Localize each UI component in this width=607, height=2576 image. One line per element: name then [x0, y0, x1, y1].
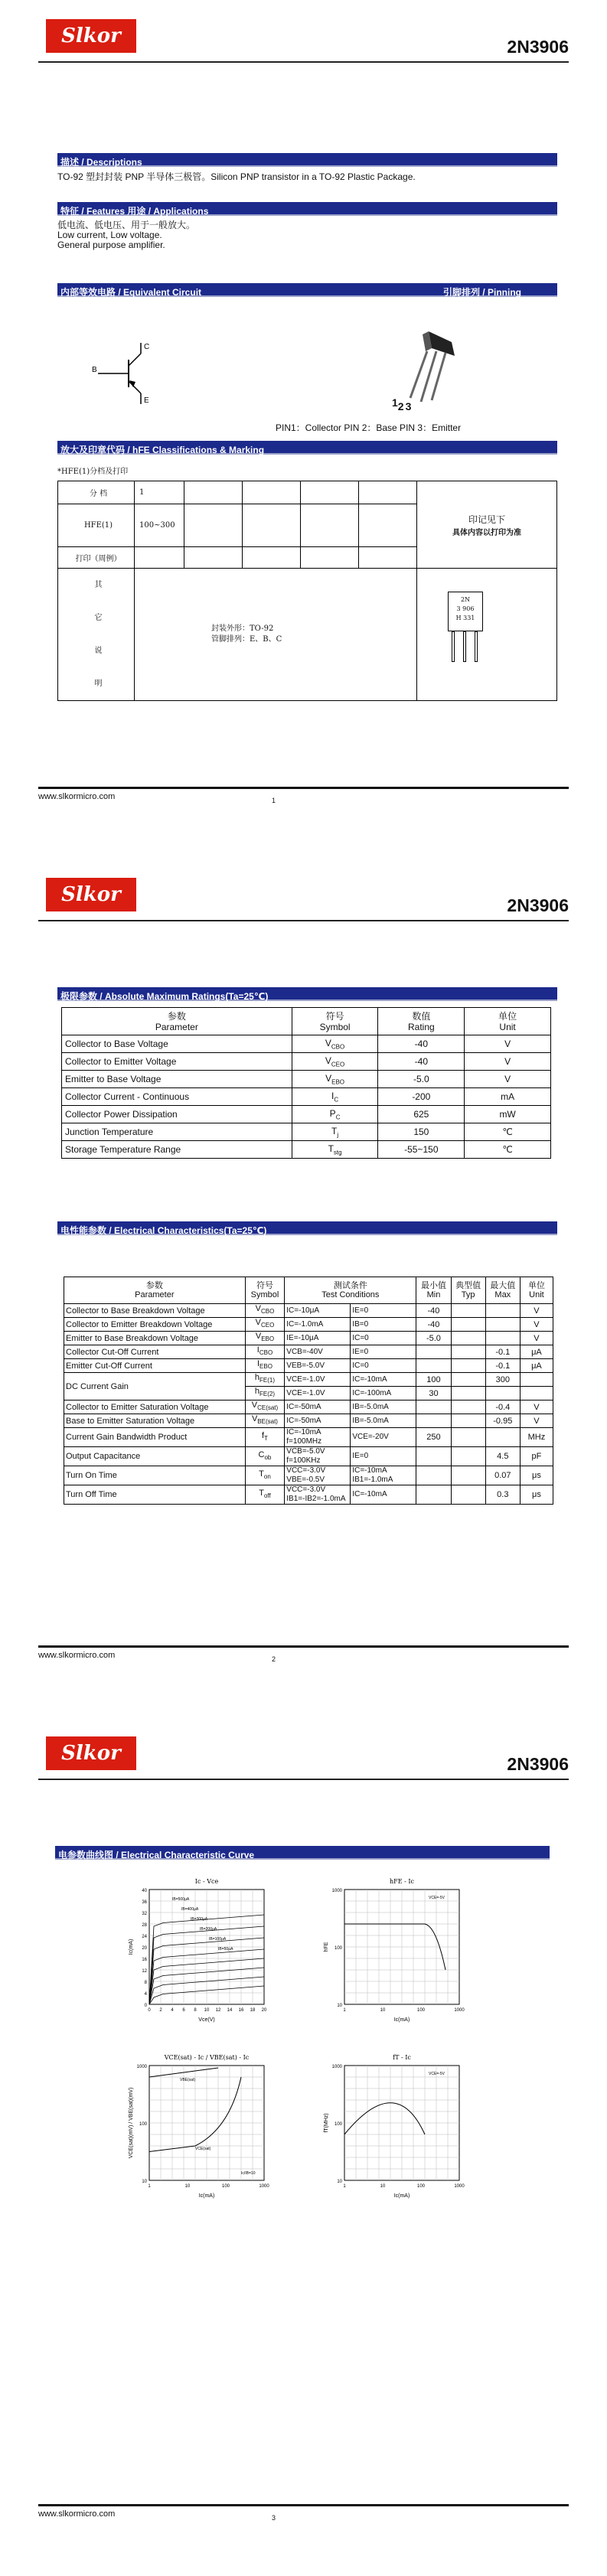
min-cell: [416, 1414, 451, 1428]
symbol-cell: $V_{CE(sat)}$: [245, 1400, 285, 1414]
typ-cell: [451, 1400, 485, 1414]
table-row: [64, 1332, 553, 1345]
page-2: [0, 859, 607, 1717]
legend-entry: VCE=-5V: [429, 2072, 445, 2076]
pinning-title: 引脚排列 / Pinning: [443, 287, 521, 298]
unit-cell: μs: [520, 1466, 553, 1485]
unit-cell: [520, 1373, 553, 1387]
page-header: [38, 874, 569, 921]
x-tick-label: 10: [380, 2008, 386, 2013]
x-axis-label: Ic(mA): [198, 2193, 215, 2199]
typ-cell: [451, 1318, 485, 1332]
param-cell: Collector to Base Voltage: [62, 1035, 292, 1053]
max-cell: [485, 1387, 520, 1400]
typ-cell: [451, 1387, 485, 1400]
unit-cell: μA: [520, 1345, 553, 1359]
unit-cell: V: [465, 1053, 551, 1071]
page-number: 3: [272, 2514, 276, 2522]
condition-cell: IB=-5.0mA: [351, 1400, 416, 1414]
section-features: 特征 / Features 用途 / Applications: [57, 202, 557, 216]
param-cell: Collector Current - Continuous: [62, 1088, 292, 1106]
page-footer: [38, 1645, 569, 1684]
condition-cell: IE=0: [351, 1447, 416, 1466]
symbol-cell: $T_{on}$: [245, 1466, 285, 1485]
symbol-cell: $h_{FE(1)}$: [245, 1373, 285, 1387]
unit-cell: V: [520, 1400, 553, 1414]
max-cell: 0.3: [485, 1485, 520, 1505]
table-row: [64, 1400, 553, 1414]
condition-cell: IE=0: [351, 1304, 416, 1318]
param-cell: Emitter Cut-Off Current: [64, 1359, 246, 1373]
param-cell: Current Gain Bandwidth Product: [64, 1428, 246, 1447]
features-text: 低电流、低电压、用于一般放大。 Low current, Low voltage. General purpose amplifier.: [57, 220, 196, 250]
y-tick-label: 1000: [331, 1889, 342, 1893]
typ-cell: [451, 1345, 485, 1359]
chart-title: Ic - Vce: [194, 1878, 219, 1885]
svg-text:E: E: [144, 396, 149, 405]
page-header: [38, 15, 569, 63]
table-row: [62, 1123, 551, 1141]
marking-note: 印记见下: [468, 514, 505, 525]
table-row: [64, 1485, 553, 1505]
table-row: [64, 1447, 553, 1466]
x-tick-label: 1000: [454, 2184, 465, 2189]
x-axis-label: Ic(mA): [393, 2017, 410, 2023]
max-cell: -0.1: [485, 1359, 520, 1373]
max-cell: [485, 1332, 520, 1345]
legend-entry: Ic/IB=10: [241, 2171, 256, 2176]
min-cell: [416, 1359, 451, 1373]
min-cell: 100: [416, 1373, 451, 1387]
param-cell: Collector to Emitter Saturation Voltage: [64, 1400, 246, 1414]
condition-cell: IC=-10μA: [285, 1304, 351, 1318]
y-tick-label: 10: [142, 2180, 147, 2184]
condition-cell: VCE=-1.0V: [285, 1373, 351, 1387]
x-tick-label: 1000: [454, 2008, 465, 2013]
y-tick-label: 32: [142, 1912, 147, 1916]
param-cell: Emitter to Base Breakdown Voltage: [64, 1332, 246, 1345]
table-row: [62, 1053, 551, 1071]
max-cell: -0.4: [485, 1400, 520, 1414]
section-classification: 放大及印章代码 / hFE Classifications & Marking: [57, 441, 557, 455]
symbol-cell: $V_{BE(sat)}$: [245, 1414, 285, 1428]
curve-chart-1: [126, 1874, 295, 2027]
unit-cell: ℃: [465, 1123, 551, 1141]
elec-header-cell: 最大值 Max: [485, 1277, 520, 1304]
x-tick-label: 10: [204, 2008, 210, 2013]
typ-cell: [451, 1447, 485, 1466]
table-row: [64, 1373, 553, 1387]
symbol-cell: $T_{stg}$: [292, 1141, 378, 1159]
typ-cell: [451, 1466, 485, 1485]
table-row: [64, 1466, 553, 1485]
unit-cell: MHz: [520, 1428, 553, 1447]
package-line: 封装外形：TO-92: [211, 624, 274, 633]
legend-entry: IB=200μA: [200, 1927, 217, 1932]
table-row: [62, 1088, 551, 1106]
curve-svg: [126, 1874, 295, 2027]
param-cell: Junction Temperature: [62, 1123, 292, 1141]
brand-logo: Slkor: [46, 19, 136, 53]
y-tick-label: 1000: [331, 2065, 342, 2069]
condition-cell: VCB=-5.0V f=100KHz: [285, 1447, 351, 1466]
unit-cell: V: [520, 1414, 553, 1428]
table-row: [64, 1428, 553, 1447]
table-row: [64, 1318, 553, 1332]
condition-cell: IC=0: [351, 1332, 416, 1345]
legend-entry: VCE=-5V: [429, 1896, 445, 1900]
min-cell: [416, 1345, 451, 1359]
typ-cell: [451, 1414, 485, 1428]
unit-cell: μs: [520, 1485, 553, 1505]
x-tick-label: 4: [171, 2008, 174, 2013]
condition-cell: IE=0: [351, 1345, 416, 1359]
condition-cell: VCE=-1.0V: [285, 1387, 351, 1400]
param-cell: Collector to Emitter Breakdown Voltage: [64, 1318, 246, 1332]
x-tick-label: 1: [343, 2184, 346, 2189]
footer-url[interactable]: www.slkormicro.com: [38, 792, 116, 801]
chart-title: hFE - Ic: [390, 1878, 414, 1885]
section-curves: 电参数曲线图 / Electrical Characteristic Curve: [55, 1846, 550, 1860]
y-tick-label: 4: [144, 1992, 147, 1997]
min-cell: [416, 1466, 451, 1485]
legend-entry: VBE(sat): [180, 2078, 196, 2082]
table-row: [62, 1071, 551, 1088]
min-cell: -5.0: [416, 1332, 451, 1345]
max-cell: 4.5: [485, 1447, 520, 1466]
symbol-cell: $V_{EBO}$: [292, 1071, 378, 1088]
y-axis-label: fT(MHz): [324, 2113, 329, 2133]
unit-cell: mW: [465, 1106, 551, 1123]
symbol-cell: $I_C$: [292, 1088, 378, 1106]
min-cell: -40: [416, 1304, 451, 1318]
legend-entry: VCE(sat): [195, 2147, 211, 2151]
classification-note: *HFE(1)分档及打印: [57, 468, 129, 476]
footer-url[interactable]: www.slkormicro.com: [38, 1651, 116, 1660]
chart-title: fT - Ic: [393, 2054, 411, 2061]
rating-cell: -200: [378, 1088, 465, 1106]
to92-package-drawing: [398, 325, 475, 409]
curve-chart-2: [321, 1874, 490, 2027]
page-1: [0, 0, 607, 859]
unit-cell: pF: [520, 1447, 553, 1466]
condition-cell: VCC=-3.0V VBE=-0.5V: [285, 1466, 351, 1485]
param-cell: Storage Temperature Range: [62, 1141, 292, 1159]
unit-cell: V: [520, 1318, 553, 1332]
rating-cell: 150: [378, 1123, 465, 1141]
rating-cell: -55~150: [378, 1141, 465, 1159]
x-tick-label: 2: [159, 2008, 162, 2013]
condition-cell: IC=-10mA: [351, 1485, 416, 1505]
equivalent-circuit-diagram: [92, 337, 153, 406]
pinout-text: PIN1：Collector PIN 2：Base PIN 3：Emitter: [276, 422, 462, 433]
table-row: [64, 1414, 553, 1428]
condition-cell: IB=-5.0mA: [351, 1414, 416, 1428]
min-cell: [416, 1485, 451, 1505]
y-tick-label: 40: [142, 1889, 147, 1893]
y-tick-label: 12: [142, 1969, 147, 1974]
table-row: [64, 1359, 553, 1373]
condition-cell: IC=-1.0mA: [285, 1318, 351, 1332]
min-cell: 30: [416, 1387, 451, 1400]
elec-header-row: [64, 1277, 553, 1304]
condition-cell: IC=-10mA f=100MHz: [285, 1428, 351, 1447]
page-footer: [38, 787, 569, 825]
typ-cell: [451, 1359, 485, 1373]
symbol-cell: $V_{CBO}$: [292, 1035, 378, 1053]
page-number: 1: [272, 797, 276, 804]
legend-entry: IB=50μA: [218, 1947, 233, 1952]
page-number: 2: [272, 1655, 276, 1663]
abs-header-cell: 符号 Symbol: [292, 1008, 378, 1035]
symbol-cell: $V_{CBO}$: [245, 1304, 285, 1318]
brand-logo: Slkor: [46, 1736, 136, 1770]
min-cell: [416, 1400, 451, 1414]
x-tick-label: 10: [184, 2184, 191, 2189]
condition-cell: IC=-50mA: [285, 1400, 351, 1414]
curve-svg: [321, 1874, 490, 2027]
condition-cell: VCE=-20V: [351, 1428, 416, 1447]
table-row: [64, 1304, 553, 1318]
typ-cell: [451, 1428, 485, 1447]
section-abs-max: 极限参数 / Absolute Maximum Ratings(Ta=25℃): [57, 987, 557, 1001]
unit-cell: [520, 1387, 553, 1400]
max-cell: -0.1: [485, 1345, 520, 1359]
part-number: 2N3906: [507, 895, 569, 915]
symbol-cell: $h_{FE(2)}$: [245, 1387, 285, 1400]
y-tick-label: 10: [337, 2004, 342, 2008]
x-tick-label: 100: [416, 2184, 426, 2189]
elec-header-cell: 单位 Unit: [520, 1277, 553, 1304]
condition-cell: IC=-100mA: [351, 1387, 416, 1400]
symbol-cell: $V_{CEO}$: [292, 1053, 378, 1071]
condition-cell: IC=-10mA IB1=-1.0mA: [351, 1466, 416, 1485]
y-tick-label: 8: [144, 1981, 147, 1985]
y-axis-label: Ic(mA): [129, 1939, 134, 1955]
unit-cell: mA: [465, 1088, 551, 1106]
y-tick-label: 0: [144, 2004, 147, 2008]
y-tick-label: 100: [334, 2122, 342, 2127]
legend-entry: IB=400μA: [181, 1907, 199, 1912]
max-cell: 300: [485, 1373, 520, 1387]
param-cell: Collector Power Dissipation: [62, 1106, 292, 1123]
x-tick-label: 0: [148, 2008, 151, 2013]
y-tick-label: 16: [142, 1958, 147, 1962]
param-cell: Output Capacitance: [64, 1447, 246, 1466]
y-tick-label: 24: [142, 1935, 147, 1939]
section-circuit: 内部等效电路 / Equivalent Circuit 引脚排列 / Pinning: [57, 283, 557, 297]
typ-cell: [451, 1332, 485, 1345]
param-cell: Collector to Emitter Voltage: [62, 1053, 292, 1071]
param-cell: Emitter to Base Voltage: [62, 1071, 292, 1088]
abs-header-row: [62, 1008, 551, 1035]
electrical-table: [64, 1277, 553, 1505]
param-cell: DC Current Gain: [64, 1373, 246, 1400]
y-tick-label: 100: [139, 2122, 147, 2127]
max-cell: [485, 1304, 520, 1318]
y-tick-label: 10: [337, 2180, 342, 2184]
page-header: [38, 1733, 569, 1780]
curve-svg: [126, 2050, 295, 2203]
y-axis-label: VCE(sat)(mV) / VBE(sat)(mV): [129, 2087, 134, 2159]
condition-cell: IC=0: [351, 1359, 416, 1373]
brand-logo: Slkor: [46, 878, 136, 911]
svg-text:B: B: [92, 366, 97, 374]
unit-cell: V: [465, 1071, 551, 1088]
legend-entry: IB=100μA: [209, 1937, 227, 1942]
typ-cell: [451, 1485, 485, 1505]
x-tick-label: 18: [250, 2008, 256, 2013]
max-cell: 0.07: [485, 1466, 520, 1485]
x-tick-label: 1000: [259, 2184, 269, 2189]
rating-cell: -5.0: [378, 1071, 465, 1088]
footer-url[interactable]: www.slkormicro.com: [38, 2509, 116, 2519]
marked-chip: 2N 3 906 H 331: [448, 592, 483, 631]
section-descriptions: 描述 / Descriptions: [57, 153, 557, 167]
x-axis-label: Ic(mA): [393, 2193, 410, 2199]
symbol-cell: $f_T$: [245, 1428, 285, 1447]
symbol-cell: $V_{CEO}$: [245, 1318, 285, 1332]
curve-chart-4: [321, 2050, 490, 2203]
legend-entry: IB=500μA: [172, 1897, 190, 1902]
symbol-cell: $C_{ob}$: [245, 1447, 285, 1466]
rating-cell: -40: [378, 1053, 465, 1071]
rating-cell: 625: [378, 1106, 465, 1123]
condition-cell: VCB=-40V: [285, 1345, 351, 1359]
svg-text:C: C: [144, 343, 150, 351]
table-row: [62, 1106, 551, 1123]
max-cell: [485, 1428, 520, 1447]
unit-cell: μA: [520, 1359, 553, 1373]
x-tick-label: 12: [215, 2008, 221, 2013]
x-tick-label: 14: [227, 2008, 233, 2013]
curve-svg: [321, 2050, 490, 2203]
y-tick-label: 36: [142, 1900, 147, 1905]
y-tick-label: 1000: [136, 2065, 147, 2069]
param-cell: Collector Cut-Off Current: [64, 1345, 246, 1359]
x-tick-label: 6: [182, 2008, 185, 2013]
condition-cell: IC=-10mA: [351, 1373, 416, 1387]
param-cell: Collector to Base Breakdown Voltage: [64, 1304, 246, 1318]
param-cell: Turn On Time: [64, 1466, 246, 1485]
symbol-cell: $V_{EBO}$: [245, 1332, 285, 1345]
descriptions-text: TO-92 塑封封装 PNP 半导体三极管。Silicon PNP transistor in a TO-92 Plastic Package.: [57, 171, 416, 182]
unit-cell: ℃: [465, 1141, 551, 1159]
typ-cell: [451, 1373, 485, 1387]
y-tick-label: 28: [142, 1923, 147, 1928]
table-row: [62, 1141, 551, 1159]
section-electrical: 电性能参数 / Electrical Characteristics(Ta=25℃): [57, 1221, 557, 1235]
abs-header-cell: 单位 Unit: [465, 1008, 551, 1035]
x-tick-label: 10: [380, 2184, 386, 2189]
symbol-cell: $T_j$: [292, 1123, 378, 1141]
x-tick-label: 100: [221, 2184, 230, 2189]
y-tick-label: 100: [334, 1946, 342, 1951]
symbol-cell: $P_C$: [292, 1106, 378, 1123]
param-cell: Turn Off Time: [64, 1485, 246, 1505]
chart-title: VCE(sat) - Ic / VBE(sat) - Ic: [164, 2054, 250, 2061]
part-number: 2N3906: [507, 37, 569, 57]
elec-header-cell: 参数 Parameter: [64, 1277, 246, 1304]
max-cell: -0.95: [485, 1414, 520, 1428]
rating-cell: -40: [378, 1035, 465, 1053]
table-row: [64, 1345, 553, 1359]
max-cell: [485, 1318, 520, 1332]
abs-header-cell: 参数 Parameter: [62, 1008, 292, 1035]
param-cell: Base to Emitter Saturation Voltage: [64, 1414, 246, 1428]
x-tick-label: 100: [416, 2008, 426, 2013]
abs-max-table: [61, 1007, 551, 1159]
table-row: [62, 1035, 551, 1053]
x-tick-label: 16: [238, 2008, 244, 2013]
pins-line: 管脚排列：E、B、C: [211, 635, 282, 644]
symbol-cell: $T_{off}$: [245, 1485, 285, 1505]
elec-header-cell: 最小值 Min: [416, 1277, 451, 1304]
elec-header-cell: 符号 Symbol: [245, 1277, 285, 1304]
curve-chart-3: [126, 2050, 295, 2203]
pin-numbers: 12 3: [392, 396, 412, 412]
page-footer: [38, 2504, 569, 2542]
condition-cell: VCC=-3.0V IB1=-IB2=-1.0mA: [285, 1485, 351, 1505]
unit-cell: V: [520, 1332, 553, 1345]
y-axis-label: hFE: [324, 1942, 329, 1952]
unit-cell: V: [520, 1304, 553, 1318]
abs-header-cell: 数值 Rating: [378, 1008, 465, 1035]
classification-table: 分 档 1 印记见下 具体内容以打印为准 HFE(1) 100~300 打印（周例） 其 它 说 明 封装外形：TO-92 管脚排列：E、B、C 2N 3 906 H 331: [57, 481, 557, 701]
min-cell: -40: [416, 1318, 451, 1332]
min-cell: 250: [416, 1428, 451, 1447]
legend-entry: IB=300μA: [191, 1917, 208, 1922]
condition-cell: VEB=-5.0V: [285, 1359, 351, 1373]
x-tick-label: 1: [343, 2008, 346, 2013]
symbol-cell: $I_{EBO}$: [245, 1359, 285, 1373]
x-tick-label: 1: [148, 2184, 151, 2189]
page-3: [0, 1717, 607, 2576]
y-tick-label: 20: [142, 1946, 147, 1951]
elec-header-cell: 测试条件 Test Conditions: [285, 1277, 416, 1304]
x-tick-label: 8: [194, 2008, 197, 2013]
condition-cell: IE=-10μA: [285, 1332, 351, 1345]
symbol-cell: $I_{CBO}$: [245, 1345, 285, 1359]
typ-cell: [451, 1304, 485, 1318]
x-axis-label: Vce(V): [198, 2017, 215, 2023]
condition-cell: IC=-50mA: [285, 1414, 351, 1428]
unit-cell: V: [465, 1035, 551, 1053]
condition-cell: IB=0: [351, 1318, 416, 1332]
part-number: 2N3906: [507, 1754, 569, 1774]
min-cell: [416, 1447, 451, 1466]
elec-header-cell: 典型值 Typ: [451, 1277, 485, 1304]
x-tick-label: 20: [261, 2008, 267, 2013]
